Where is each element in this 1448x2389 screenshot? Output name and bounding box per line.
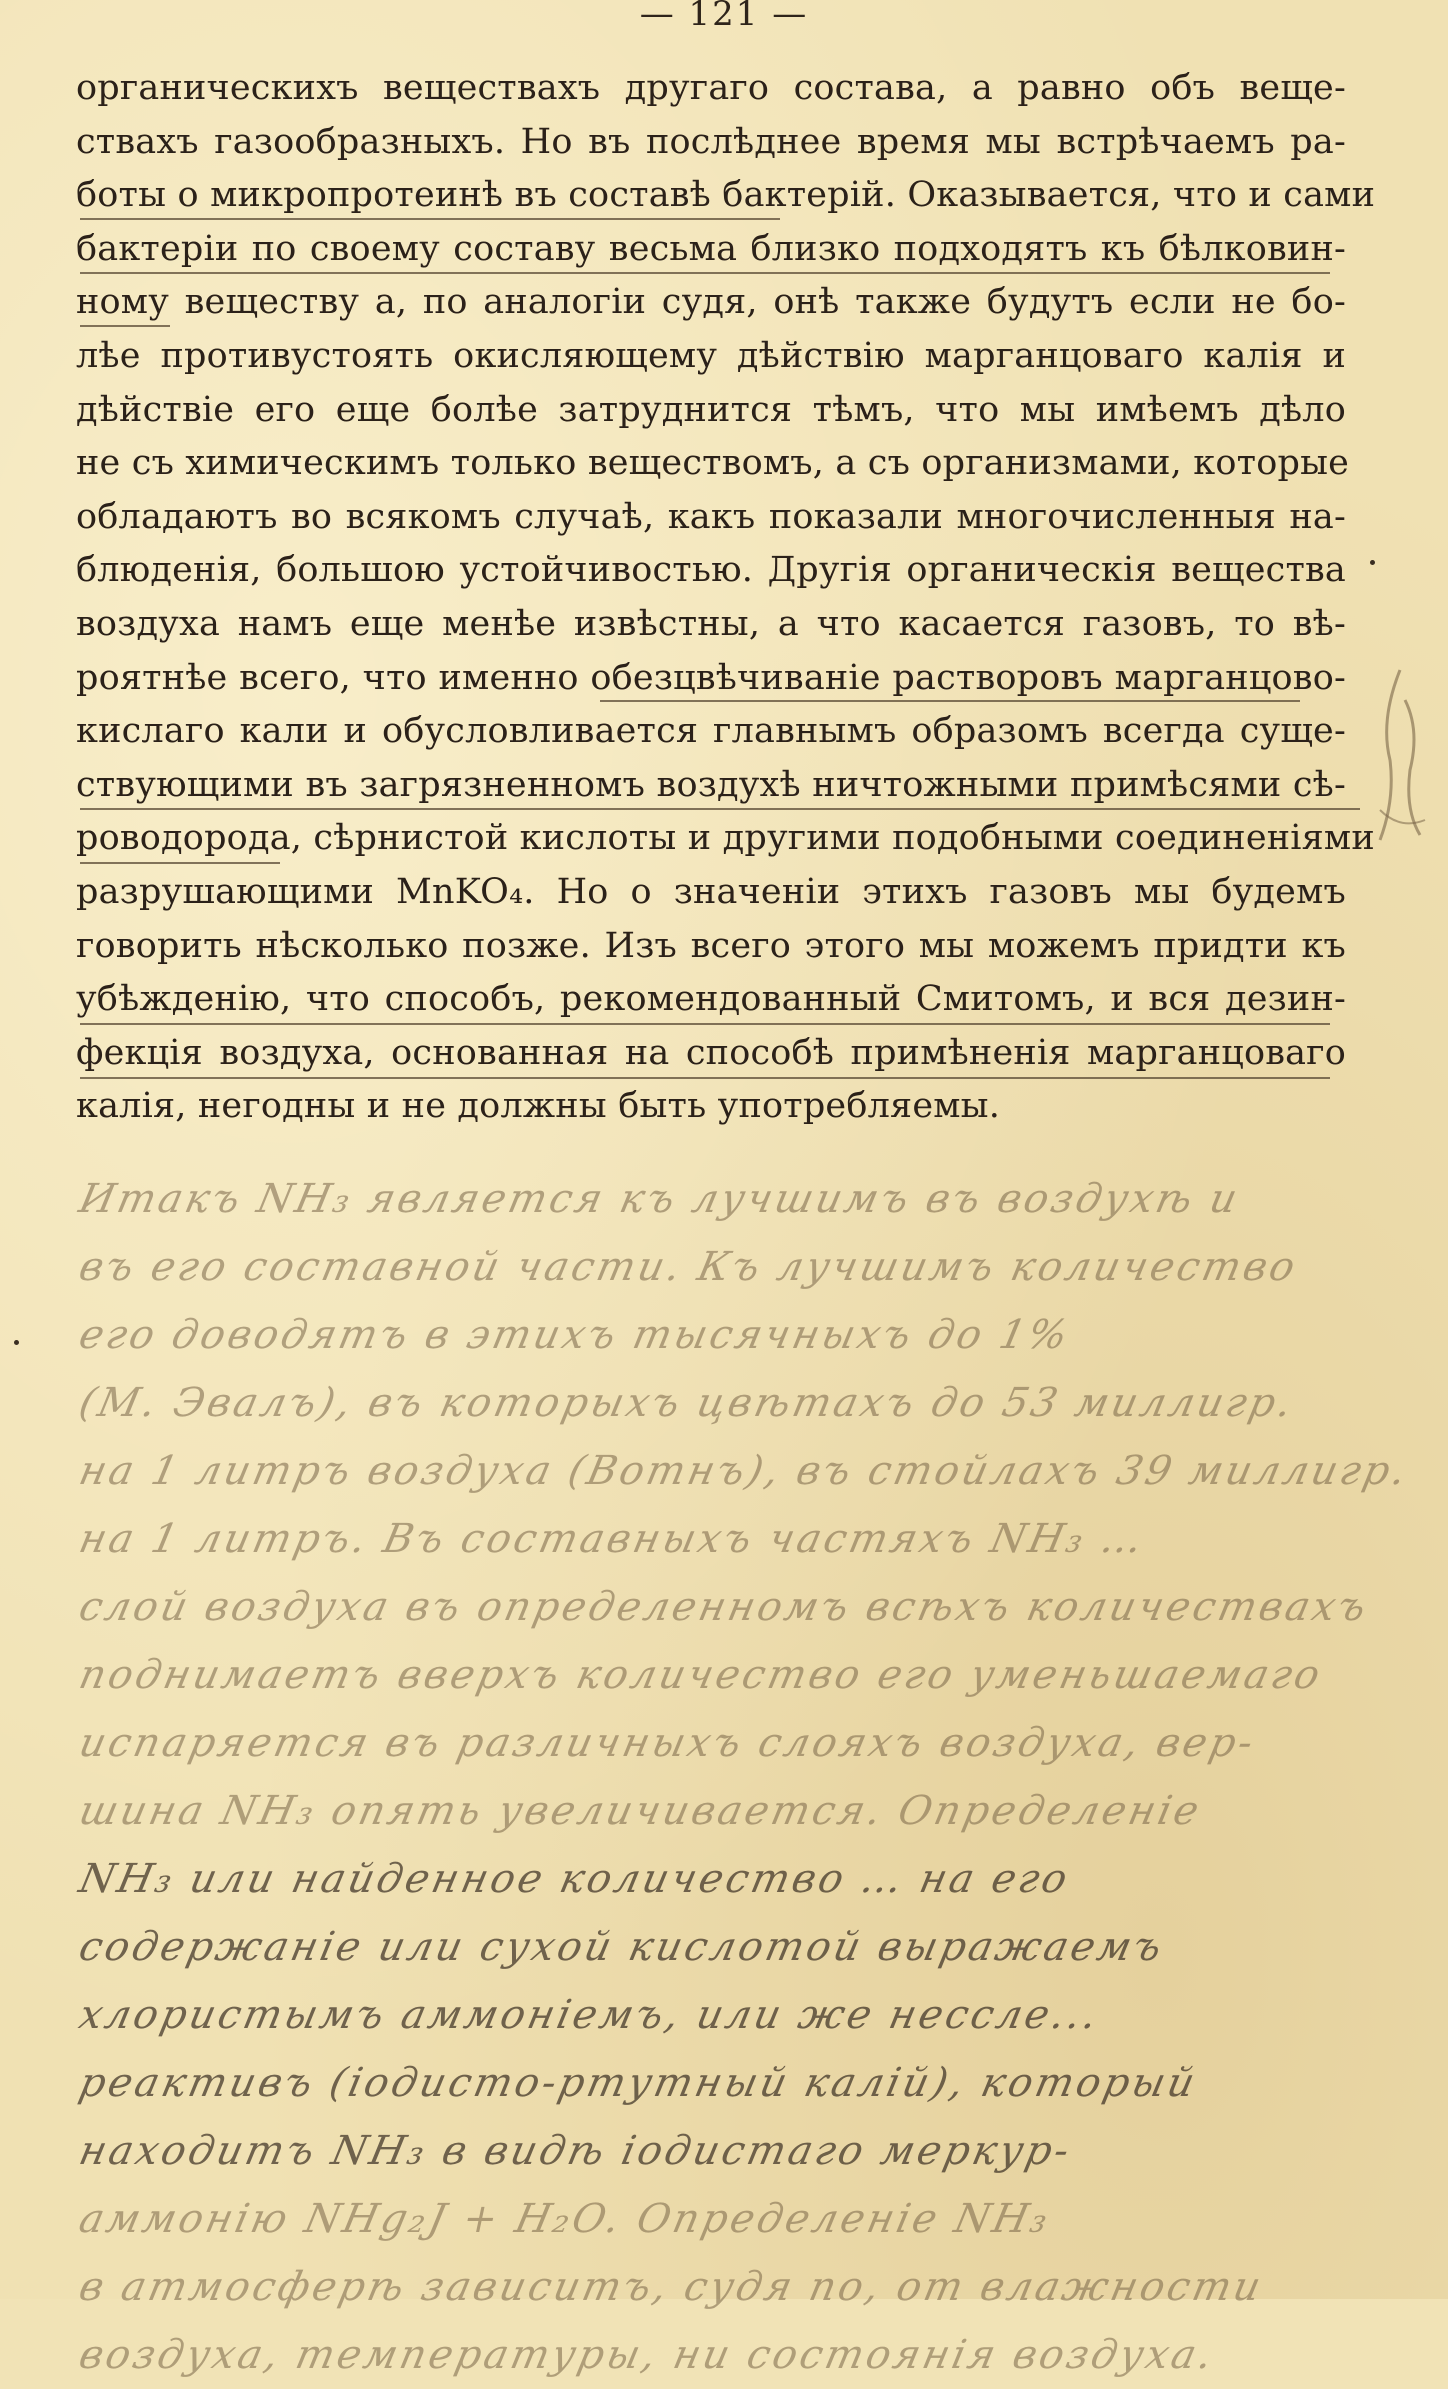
handwritten-line: аммонію NHg₂J + H₂O. Определеніе NH₃ bbox=[75, 2196, 1055, 2242]
text-line: калія, негодны и не должны быть употребляемы. bbox=[76, 1086, 1001, 1127]
handwritten-line: шина NH₃ опять увеличивается. Определеніе bbox=[75, 1788, 1206, 1834]
ink-speck bbox=[14, 1340, 19, 1345]
text-line: воздуха намъ еще менѣе извѣстны, а что касается газовъ, то вѣ- bbox=[76, 603, 1346, 644]
handwritten-line: реактивъ (іодисто-ртутный калій), который bbox=[75, 2060, 1202, 2106]
text-line: говорить нѣсколько позже. Изъ всего этого мы можемъ придти къ bbox=[76, 925, 1346, 966]
text-line: ствахъ газообразныхъ. Но въ послѣднее время мы встрѣчаемъ ра- bbox=[76, 121, 1346, 162]
margin-pencil-mark bbox=[1360, 660, 1440, 860]
text-line: обладаютъ во всякомъ случаѣ, какъ показали многочисленныя на- bbox=[76, 496, 1346, 537]
text-line: роятнѣе всего, что именно обезцвѣчиваніе растворовъ марганцово- bbox=[76, 657, 1346, 698]
printed-paragraph bbox=[76, 62, 1376, 1134]
text-line: ствующими въ загрязненномъ воздухѣ ничтожными примѣсями сѣ- bbox=[76, 764, 1346, 805]
text-line: кислаго кали и обусловливается главнымъ образомъ всегда суще- bbox=[76, 711, 1346, 752]
handwritten-line: слой воздуха въ определенномъ всѣхъ количествахъ bbox=[75, 1584, 1373, 1630]
handwritten-notes bbox=[75, 1165, 1413, 2389]
text-line: лѣе противустоять окисляющему дѣйствію марганцоваго калія и bbox=[76, 335, 1346, 376]
handwritten-line: воздуха, температуры, ни состоянія воздуха. bbox=[75, 2332, 1220, 2378]
handwritten-line: на 1 литръ воздуха (Вотнъ), въ стойлахъ 39 миллигр. bbox=[75, 1448, 1413, 1494]
handwritten-line: находитъ NH₃ в видѣ іодистаго меркур- bbox=[75, 2128, 1077, 2174]
text-line: дѣйствіе его еще болѣе затруднится тѣмъ, что мы имѣемъ дѣло bbox=[76, 389, 1346, 430]
text-line: ному веществу а, по аналогіи судя, онѣ также будутъ если не бо- bbox=[76, 282, 1346, 323]
text-line: бактеріи по своему составу весьма близко подходятъ къ бѣлковин- bbox=[76, 228, 1346, 269]
handwritten-line: хлористымъ аммоніемъ, или же нессле... bbox=[75, 1992, 1104, 2038]
text-line: блюденія, большою устойчивостью. Другія органическія вещества bbox=[76, 550, 1346, 591]
text-line: разрушающими MnKO₄. Но о значеніи этихъ газовъ мы будемъ bbox=[76, 871, 1346, 912]
pencil-underline bbox=[80, 1077, 1330, 1079]
pencil-underline bbox=[80, 808, 1360, 810]
handwritten-line: поднимаетъ вверхъ количество его уменьшаемаго bbox=[75, 1652, 1327, 1698]
pencil-underline bbox=[600, 700, 1300, 702]
handwritten-line: в атмосферѣ зависитъ, судя по, от влажности bbox=[75, 2264, 1268, 2310]
pencil-underline bbox=[80, 218, 780, 220]
text-line: органическихъ веществахъ другаго состава, а равно объ веще- bbox=[76, 68, 1346, 108]
handwritten-line: испаряется въ различныхъ слояхъ воздуха, вер- bbox=[75, 1720, 1260, 1766]
pencil-underline bbox=[80, 325, 170, 327]
pencil-underline bbox=[80, 272, 1330, 274]
handwritten-line: на 1 литръ. Въ составныхъ частяхъ NH₃ … bbox=[75, 1516, 1150, 1562]
text-line: не съ химическимъ только веществомъ, а съ организмами, которые bbox=[76, 443, 1350, 484]
handwritten-line: NH₃ или найденное количество … на его bbox=[75, 1856, 1075, 1902]
text-line: убѣжденію, что способъ, рекомендованный Смитомъ, и вся дезин- bbox=[76, 979, 1346, 1020]
handwritten-line: въ его составной части. Къ лучшимъ количество bbox=[75, 1244, 1302, 1290]
text-line: фекція воздуха, основанная на способѣ примѣненія марганцоваго bbox=[76, 1032, 1346, 1073]
handwritten-line: (М. Эвалъ), въ которыхъ цвѣтахъ до 53 миллигр. bbox=[75, 1380, 1299, 1426]
ink-speck bbox=[1370, 560, 1375, 565]
text-line: роводорода, сѣрнистой кислоты и другими подобными соединеніями bbox=[76, 818, 1375, 859]
handwritten-line: содержаніе или сухой кислотой выражаемъ bbox=[75, 1924, 1169, 1970]
pencil-underline bbox=[80, 1023, 1330, 1025]
handwritten-line: его доводятъ в этихъ тысячныхъ до 1% bbox=[75, 1312, 1075, 1358]
page-number: — 121 — bbox=[639, 0, 809, 34]
text-line: боты о микропротеинѣ въ составѣ бактерій. Оказывается, что и сами bbox=[76, 175, 1376, 216]
handwritten-line: Итакъ NH₃ является къ лучшимъ въ воздухѣ и bbox=[75, 1176, 1245, 1222]
pencil-underline bbox=[80, 862, 280, 864]
